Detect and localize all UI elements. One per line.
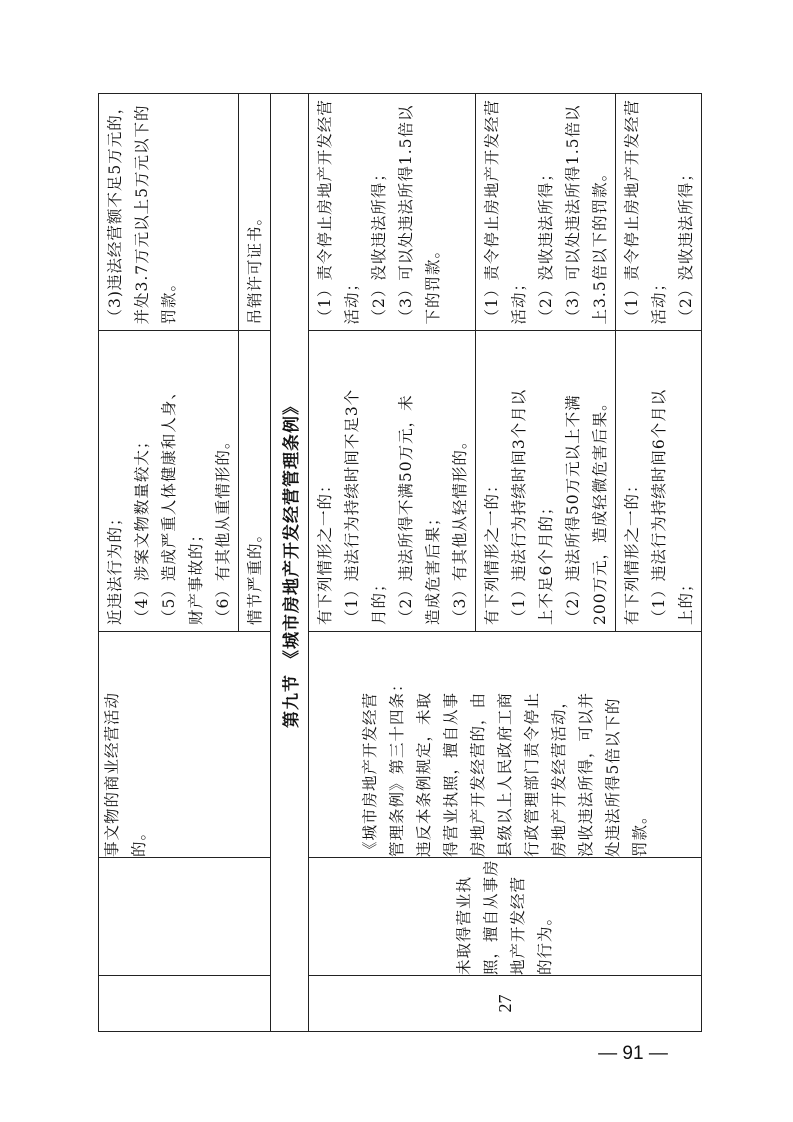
basis-line: 罚款。 <box>630 807 649 857</box>
penalty-line: （3）可以处违法所得1.5倍以 <box>564 104 582 325</box>
discretion-row <box>239 93 271 631</box>
basis-line: 处违法所得5倍以下的 <box>603 697 622 857</box>
penalty-line: 并处3.7万元以上5万元以下的 <box>133 104 151 325</box>
basis-cell <box>309 632 702 858</box>
discretion-row-light <box>309 93 476 631</box>
item-number: 27 <box>309 976 702 1032</box>
circumstance-line: 情节严重的。 <box>246 525 264 625</box>
behavior-line: 照，擅自从事房 <box>482 859 500 975</box>
continuation-row <box>99 94 271 1032</box>
circumstance-line: （6）有其他从重情形的。 <box>214 432 232 625</box>
discretion-subtable <box>309 93 701 631</box>
penalty-cell <box>239 93 271 331</box>
basis-line: 得营业执照，擅自从事 <box>441 691 460 857</box>
circumstance-line: 有下列情形之一的： <box>623 476 641 625</box>
section-row <box>271 94 309 1032</box>
section-title: 第九节 《城市房地产开发经营管理条例》 <box>271 94 309 1032</box>
penalty-line: 吊销许可证书。 <box>246 208 264 325</box>
penalty-line: 活动； <box>510 274 528 325</box>
circumstance-cell <box>476 331 616 631</box>
basis-line: 没收违法所得，可以并 <box>576 691 595 857</box>
basis-line: 《城市房地产开发经营 <box>360 691 379 857</box>
behavior-cell-empty <box>99 858 271 976</box>
penalty-cell <box>309 93 476 331</box>
number-cell-empty <box>99 976 271 1032</box>
penalty-line: 下的罚款。 <box>424 241 442 325</box>
penalty-line: （2）没收违法所得； <box>677 165 695 325</box>
behavior-cell <box>309 858 702 976</box>
penalty-line: （2）没收违法所得； <box>537 165 555 325</box>
circumstance-cell <box>239 331 271 631</box>
circumstance-line: （1）违法行为持续时间3个月以 <box>510 388 528 625</box>
behavior-line: 未取得营业执 <box>455 875 473 975</box>
penalty-line: （1）责令停止房地产开发经营 <box>623 99 641 325</box>
basis-line: 房地产开发经营的，由 <box>468 691 487 857</box>
penalty-cell <box>616 93 702 331</box>
discretion-row-general <box>476 93 616 631</box>
page-number: — 91 — <box>598 1043 668 1064</box>
rotated-table-page <box>98 94 695 1032</box>
discretion-subtable-cell <box>309 94 702 632</box>
circumstance-line: 上的； <box>677 575 695 625</box>
circumstance-line: 有下列情形之一的： <box>316 476 334 625</box>
circumstance-cell <box>616 331 702 631</box>
circumstance-line: （2）违法所得不满50万元，未 <box>397 394 415 625</box>
behavior-line: 的行为。 <box>536 908 554 975</box>
behavior-line: 地产开发经营 <box>509 875 527 975</box>
circumstance-line: 月的； <box>370 575 388 625</box>
basis-line: 管理条例》第三十四条： <box>387 675 406 857</box>
circumstance-line: 近违法行为的； <box>106 509 124 625</box>
circumstance-line: （4）涉案文物数量较大； <box>133 432 151 625</box>
circumstance-line: （2）违法所得50万元以上不满 <box>564 394 582 625</box>
circumstance-line: 财产事故的； <box>187 525 205 625</box>
penalty-line: 活动； <box>650 274 668 325</box>
circumstance-line: （1）违法行为持续时间6个月以 <box>650 388 668 625</box>
circumstance-line: 上不足6个月的； <box>537 498 555 625</box>
basis-line: 违反本条例规定，未取 <box>414 691 433 857</box>
circumstance-cell <box>309 331 476 631</box>
circumstance-line: （1）违法行为持续时间不足3个 <box>343 388 361 625</box>
basis-cell <box>99 632 271 858</box>
penalty-cell <box>99 93 239 331</box>
penalty-line: 活动； <box>343 274 361 325</box>
item-row-27 <box>309 94 702 1032</box>
circumstance-cell <box>99 331 239 631</box>
penalty-line: 上3.5倍以下的罚款。 <box>591 164 609 325</box>
penalty-standard-table <box>98 93 702 1032</box>
penalty-line: （3)违法经营额不足5万元的， <box>106 97 124 325</box>
penalty-line: （1）责令停止房地产开发经营 <box>316 99 334 325</box>
penalty-line: （3）可以处违法所得1.5倍以 <box>397 104 415 325</box>
circumstance-line: 有下列情形之一的： <box>483 476 501 625</box>
basis-line: 的。 <box>130 823 148 857</box>
discretion-row <box>99 93 239 631</box>
penalty-cell <box>476 93 616 331</box>
penalty-line: 罚款。 <box>160 274 178 325</box>
circumstance-line: （3）有其他从轻情形的。 <box>451 432 469 625</box>
discretion-row-severe <box>616 93 702 631</box>
discretion-subtable-cell <box>99 94 271 632</box>
circumstance-line: （5）造成严重人体健康和人身、 <box>160 383 178 625</box>
penalty-line: （1）责令停止房地产开发经营 <box>483 99 501 325</box>
penalty-line: （2）没收违法所得； <box>370 165 388 325</box>
circumstance-line: 造成危害后果； <box>424 509 442 625</box>
basis-line: 事文物的商业经营活动 <box>103 691 121 857</box>
discretion-subtable <box>99 93 270 631</box>
basis-line: 县级以上人民政府工商 <box>495 691 514 857</box>
basis-line: 行政管理部门责令停止 <box>522 691 541 857</box>
circumstance-line: 200万元，造成轻微危害后果。 <box>591 394 609 625</box>
basis-line: 房地产开发经营活动， <box>549 691 568 857</box>
